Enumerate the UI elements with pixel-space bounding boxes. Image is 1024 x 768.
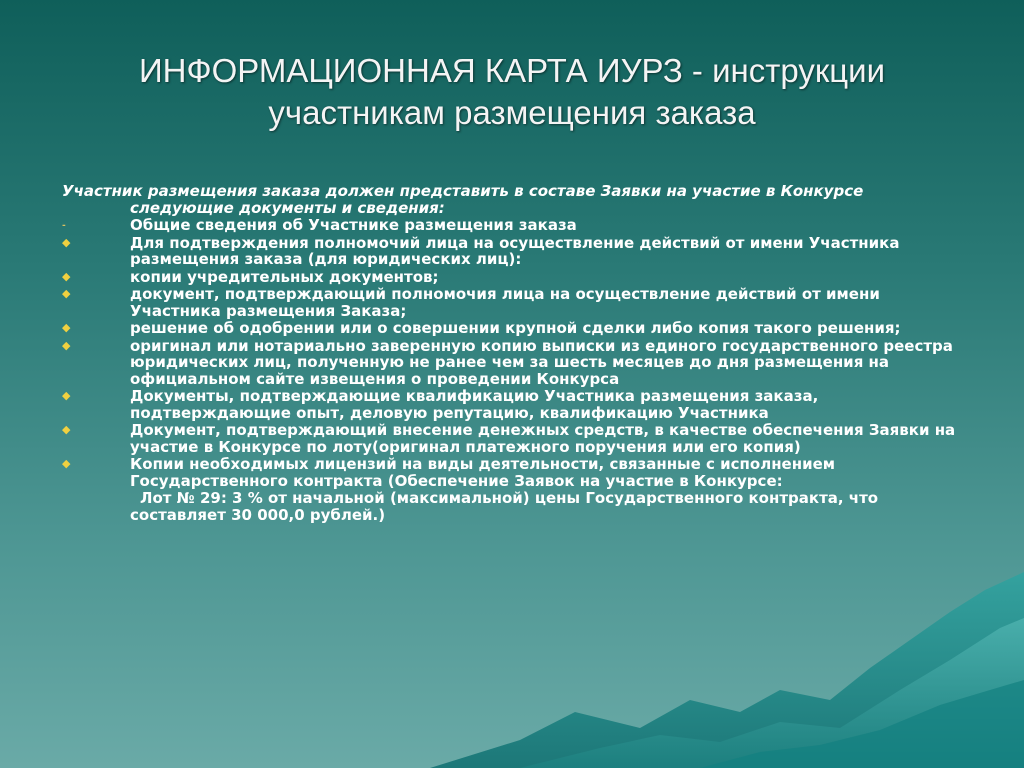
continuation-paragraph: Лот № 29: 3 % от начальной (максимальной) цены Государственного контракта, что составляет 30 000,0 рублей.) bbox=[130, 489, 879, 524]
list-item bbox=[62, 286, 967, 319]
list-item bbox=[62, 320, 967, 337]
list-item bbox=[62, 217, 967, 234]
list-item-text: Копии необходимых лицензий на виды деятельности, связанные с исполнением Государственного контракта (Обеспечение Заявок на участие в Конкурсе: bbox=[130, 455, 836, 490]
list-item-text: Для подтверждения полномочий лица на осуществление действий от имени Участника размещения заказа (для юридических лиц): bbox=[130, 233, 900, 268]
list-item-text: оригинал или нотариально заверенную копию выписки из единого государственного реестра юридических лиц, полученную не ранее чем за шесть месяцев до дня размещения на официальном сайте извещения о проведении Конкурса bbox=[130, 336, 953, 388]
diamond-bullet-icon: ◆ bbox=[62, 287, 71, 300]
diamond-bullet-icon: ◆ bbox=[62, 423, 71, 436]
list-item bbox=[62, 235, 967, 268]
list-item bbox=[62, 456, 967, 489]
list-item-text: Общие сведения об Участнике размещения заказа bbox=[130, 216, 577, 234]
content-body bbox=[62, 183, 967, 523]
diamond-bullet-icon: ◆ bbox=[62, 321, 71, 334]
diamond-bullet-icon: ◆ bbox=[62, 338, 71, 352]
list-item-text: Документ, подтверждающий внесение денежных средств, в качестве обеспечения Заявки на участие в Конкурсе по лоту(оригинал платежного поручения или его копия) bbox=[130, 421, 956, 456]
list-item bbox=[62, 422, 967, 455]
list-item bbox=[62, 338, 967, 388]
list-item-text: документ, подтверждающий полномочия лица на осуществление действий от имени Участника размещения Заказа; bbox=[130, 285, 880, 320]
list-item-text: решение об одобрении или о совершении крупной сделки либо копия такого решения; bbox=[130, 319, 901, 337]
title-line-2: участникам размещения заказа bbox=[268, 94, 756, 131]
diamond-bullet-icon: ◆ bbox=[62, 269, 71, 283]
diamond-bullet-icon: ◆ bbox=[62, 457, 71, 470]
list-item-text: копии учредительных документов; bbox=[130, 267, 439, 286]
list-item bbox=[62, 269, 967, 286]
dash-bullet-icon: - bbox=[62, 221, 66, 231]
slide-title bbox=[40, 50, 984, 134]
list-item-text: Документы, подтверждающие квалификацию Участника размещения заказа, подтверждающие опыт, деловую репутацию, квалификацию Участника bbox=[130, 387, 819, 422]
diamond-bullet-icon: ◆ bbox=[62, 389, 71, 402]
title-line-1: ИНФОРМАЦИОННАЯ КАРТА ИУРЗ - инструкции bbox=[138, 52, 886, 89]
intro-paragraph: Участник размещения заказа должен представить в составе Заявки на участие в Конкурсе следующие документы и сведения: bbox=[62, 182, 864, 217]
list-item bbox=[62, 388, 967, 421]
diamond-bullet-icon: ◆ bbox=[62, 235, 71, 249]
